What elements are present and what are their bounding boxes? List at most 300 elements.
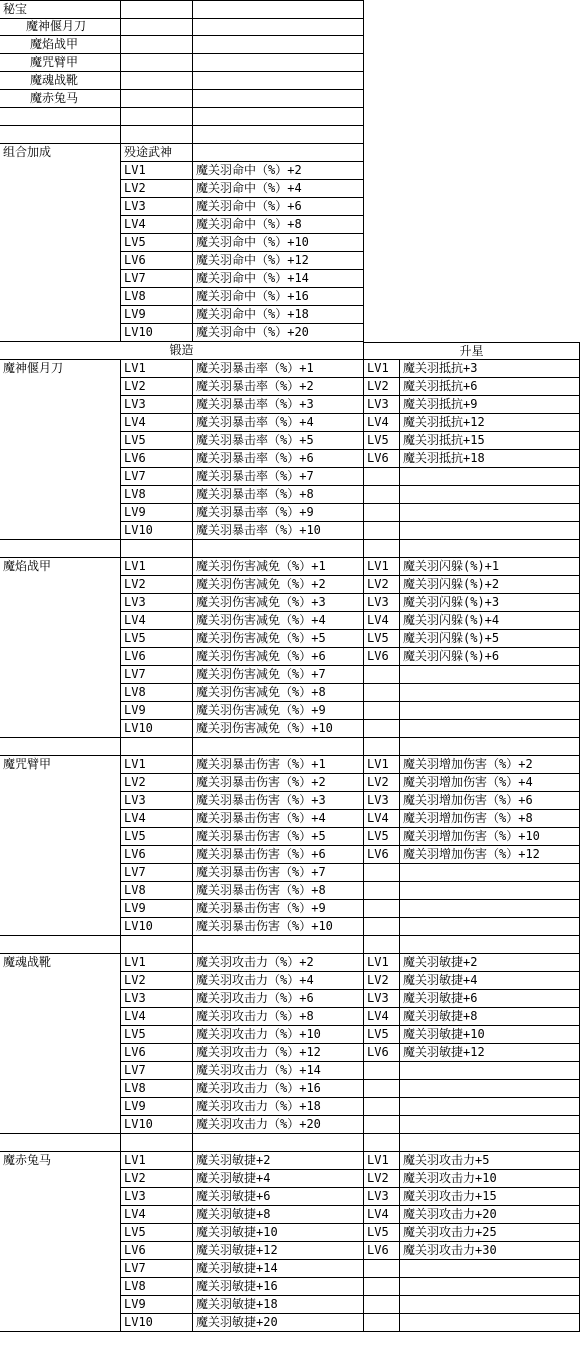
forge-level: LV6	[121, 1242, 193, 1260]
forge-level: LV9	[121, 1296, 193, 1314]
empty-cell	[364, 468, 400, 486]
forge-level: LV1	[121, 954, 193, 972]
forge-bonus: 魔关羽暴击伤害（%）+2	[193, 774, 364, 792]
forge-level: LV4	[121, 1008, 193, 1026]
combo-level-row	[0, 252, 580, 270]
equipment-name: 魔魂战靴	[0, 954, 121, 972]
star-bonus: 魔关羽抵抗+3	[400, 360, 580, 378]
forge-level: LV1	[121, 558, 193, 576]
star-level: LV3	[364, 1188, 400, 1206]
star-level: LV6	[364, 648, 400, 666]
empty-cell	[193, 738, 364, 756]
empty-cell	[0, 1062, 121, 1080]
forge-bonus: 魔关羽暴击伤害（%）+8	[193, 882, 364, 900]
empty-cell	[0, 270, 121, 288]
empty-cell	[0, 972, 121, 990]
empty-cell	[0, 324, 121, 342]
equipment-level-row	[0, 576, 580, 594]
empty-cell	[364, 684, 400, 702]
equipment-level-row	[0, 1098, 580, 1116]
empty-cell	[193, 144, 364, 162]
combo-level-row	[0, 234, 580, 252]
treasure-item-row	[0, 54, 580, 72]
combo-level: LV4	[121, 216, 193, 234]
empty-cell	[364, 882, 400, 900]
star-level: LV3	[364, 990, 400, 1008]
forge-level: LV2	[121, 774, 193, 792]
combo-level-row	[0, 162, 580, 180]
forge-level: LV6	[121, 846, 193, 864]
forge-level: LV10	[121, 1314, 193, 1332]
combo-level: LV7	[121, 270, 193, 288]
empty-cell	[0, 684, 121, 702]
combo-bonus: 魔关羽命中（%）+10	[193, 234, 364, 252]
forge-bonus: 魔关羽暴击率（%）+7	[193, 468, 364, 486]
equipment-level-row	[0, 1242, 580, 1260]
empty-cell	[121, 1134, 193, 1152]
forge-bonus: 魔关羽伤害减免（%）+3	[193, 594, 364, 612]
forge-level: LV1	[121, 756, 193, 774]
equipment-level-row	[0, 504, 580, 522]
empty-cell	[0, 486, 121, 504]
empty-cell	[364, 1278, 400, 1296]
empty-cell	[0, 1170, 121, 1188]
empty-cell	[0, 1242, 121, 1260]
combo-level: LV5	[121, 234, 193, 252]
equipment-level-row	[0, 972, 580, 990]
empty-cell	[0, 648, 121, 666]
equipment-level-row	[0, 1314, 580, 1332]
forge-bonus: 魔关羽攻击力（%）+2	[193, 954, 364, 972]
forge-bonus: 魔关羽敏捷+4	[193, 1170, 364, 1188]
forge-level: LV2	[121, 576, 193, 594]
equipment-level-row	[0, 558, 580, 576]
empty-cell	[121, 18, 193, 36]
forge-level: LV3	[121, 594, 193, 612]
forge-bonus: 魔关羽暴击伤害（%）+5	[193, 828, 364, 846]
combo-level: LV2	[121, 180, 193, 198]
empty-cell	[0, 720, 121, 738]
star-bonus: 魔关羽增加伤害（%）+4	[400, 774, 580, 792]
treasure-item-row	[0, 18, 580, 36]
combo-level-row	[0, 180, 580, 198]
blank-row	[0, 108, 580, 126]
star-bonus: 魔关羽增加伤害（%）+12	[400, 846, 580, 864]
equipment-level-row	[0, 900, 580, 918]
empty-cell	[0, 468, 121, 486]
forge-level: LV8	[121, 486, 193, 504]
empty-cell	[364, 1098, 400, 1116]
empty-cell	[0, 594, 121, 612]
equipment-level-row	[0, 954, 580, 972]
forge-bonus: 魔关羽敏捷+16	[193, 1278, 364, 1296]
combo-level-row	[0, 324, 580, 342]
forge-bonus: 魔关羽敏捷+8	[193, 1206, 364, 1224]
forge-bonus: 魔关羽敏捷+2	[193, 1152, 364, 1170]
star-level: LV2	[364, 576, 400, 594]
forge-bonus: 魔关羽伤害减免（%）+5	[193, 630, 364, 648]
star-level: LV6	[364, 450, 400, 468]
forge-level: LV7	[121, 666, 193, 684]
empty-cell	[400, 882, 580, 900]
forge-level: LV4	[121, 810, 193, 828]
combo-bonus: 魔关羽命中（%）+14	[193, 270, 364, 288]
equipment-level-row	[0, 1188, 580, 1206]
forge-level: LV3	[121, 792, 193, 810]
treasure-item: 魔焰战甲	[0, 36, 121, 54]
combo-bonus: 魔关羽命中（%）+16	[193, 288, 364, 306]
empty-cell	[0, 1026, 121, 1044]
empty-cell	[364, 522, 400, 540]
empty-cell	[0, 1206, 121, 1224]
empty-cell	[0, 252, 121, 270]
treasure-item-row	[0, 72, 580, 90]
forge-level: LV8	[121, 1278, 193, 1296]
empty-cell	[0, 864, 121, 882]
empty-cell	[0, 414, 121, 432]
empty-cell	[364, 666, 400, 684]
empty-cell	[0, 612, 121, 630]
empty-cell	[0, 702, 121, 720]
equipment-level-row	[0, 1008, 580, 1026]
empty-cell	[0, 450, 121, 468]
forge-level: LV10	[121, 522, 193, 540]
treasure-title-row	[0, 0, 580, 18]
forge-level: LV2	[121, 972, 193, 990]
combo-level: LV8	[121, 288, 193, 306]
empty-cell	[364, 864, 400, 882]
blank-row	[0, 936, 580, 954]
empty-cell	[0, 882, 121, 900]
star-level: LV2	[364, 1170, 400, 1188]
equipment-level-row	[0, 1224, 580, 1242]
forge-bonus: 魔关羽暴击伤害（%）+6	[193, 846, 364, 864]
star-level: LV2	[364, 378, 400, 396]
treasure-item-row	[0, 36, 580, 54]
empty-cell	[364, 1080, 400, 1098]
equipment-level-row	[0, 1026, 580, 1044]
star-bonus: 魔关羽攻击力+20	[400, 1206, 580, 1224]
equipment-level-row	[0, 990, 580, 1008]
forge-level: LV4	[121, 1206, 193, 1224]
equipment-level-row	[0, 630, 580, 648]
star-level: LV5	[364, 1224, 400, 1242]
empty-cell	[193, 36, 364, 54]
empty-cell	[400, 684, 580, 702]
star-level: LV2	[364, 972, 400, 990]
combo-bonus: 魔关羽命中（%）+12	[193, 252, 364, 270]
equipment-level-row	[0, 594, 580, 612]
combo-level: LV10	[121, 324, 193, 342]
star-bonus: 魔关羽闪躲(%)+5	[400, 630, 580, 648]
equipment-name: 魔神偃月刀	[0, 360, 121, 378]
treasure-item: 魔魂战靴	[0, 72, 121, 90]
star-level: LV4	[364, 612, 400, 630]
forge-bonus: 魔关羽暴击率（%）+8	[193, 486, 364, 504]
forge-bonus: 魔关羽暴击伤害（%）+10	[193, 918, 364, 936]
empty-cell	[400, 1278, 580, 1296]
forge-level: LV5	[121, 630, 193, 648]
forge-bonus: 魔关羽敏捷+12	[193, 1242, 364, 1260]
empty-cell	[400, 504, 580, 522]
empty-cell	[193, 936, 364, 954]
star-bonus: 魔关羽增加伤害（%）+2	[400, 756, 580, 774]
empty-cell	[193, 108, 364, 126]
forge-level: LV9	[121, 1098, 193, 1116]
empty-cell	[0, 792, 121, 810]
forge-bonus: 魔关羽攻击力（%）+8	[193, 1008, 364, 1026]
forge-bonus: 魔关羽暴击伤害（%）+3	[193, 792, 364, 810]
star-bonus: 魔关羽敏捷+10	[400, 1026, 580, 1044]
star-bonus: 魔关羽增加伤害（%）+10	[400, 828, 580, 846]
equipment-level-row	[0, 396, 580, 414]
empty-cell	[364, 900, 400, 918]
equipment-level-row	[0, 432, 580, 450]
empty-cell	[0, 810, 121, 828]
star-level: LV1	[364, 756, 400, 774]
forge-bonus: 魔关羽暴击率（%）+6	[193, 450, 364, 468]
forge-bonus: 魔关羽攻击力（%）+12	[193, 1044, 364, 1062]
forge-bonus: 魔关羽暴击伤害（%）+9	[193, 900, 364, 918]
empty-cell	[400, 468, 580, 486]
star-level: LV6	[364, 846, 400, 864]
combo-bonus: 魔关羽命中（%）+2	[193, 162, 364, 180]
forge-level: LV3	[121, 396, 193, 414]
empty-cell	[0, 576, 121, 594]
equipment-level-row	[0, 882, 580, 900]
empty-cell	[0, 936, 121, 954]
empty-cell	[0, 1080, 121, 1098]
star-bonus: 魔关羽闪躲(%)+3	[400, 594, 580, 612]
star-level: LV4	[364, 810, 400, 828]
forge-level: LV6	[121, 450, 193, 468]
forge-header: 锻造	[0, 342, 364, 360]
empty-cell	[0, 396, 121, 414]
empty-cell	[0, 1044, 121, 1062]
empty-cell	[121, 108, 193, 126]
equipment-level-row	[0, 1296, 580, 1314]
combo-level-row	[0, 270, 580, 288]
forge-star-header-row	[0, 342, 580, 360]
empty-cell	[400, 1314, 580, 1332]
empty-cell	[400, 1062, 580, 1080]
forge-level: LV7	[121, 468, 193, 486]
star-level: LV4	[364, 1008, 400, 1026]
star-bonus: 魔关羽敏捷+8	[400, 1008, 580, 1026]
empty-cell	[0, 216, 121, 234]
empty-cell	[0, 828, 121, 846]
forge-level: LV10	[121, 720, 193, 738]
forge-level: LV3	[121, 990, 193, 1008]
empty-cell	[193, 540, 364, 558]
equipment-level-row	[0, 756, 580, 774]
forge-level: LV7	[121, 1062, 193, 1080]
empty-cell	[193, 0, 364, 19]
empty-cell	[0, 1224, 121, 1242]
equipment-level-row	[0, 792, 580, 810]
forge-level: LV4	[121, 414, 193, 432]
star-level: LV4	[364, 1206, 400, 1224]
equipment-level-row	[0, 846, 580, 864]
empty-cell	[121, 738, 193, 756]
equipment-level-row	[0, 702, 580, 720]
combo-bonus: 魔关羽命中（%）+18	[193, 306, 364, 324]
treasure-item: 魔赤兔马	[0, 90, 121, 108]
equipment-level-row	[0, 666, 580, 684]
forge-level: LV5	[121, 1026, 193, 1044]
star-level: LV5	[364, 828, 400, 846]
star-bonus: 魔关羽敏捷+4	[400, 972, 580, 990]
combo-level-row	[0, 306, 580, 324]
treasure-item: 魔神偃月刀	[0, 18, 121, 36]
star-bonus: 魔关羽敏捷+6	[400, 990, 580, 1008]
empty-cell	[0, 1278, 121, 1296]
forge-bonus: 魔关羽攻击力（%）+10	[193, 1026, 364, 1044]
star-level: LV1	[364, 954, 400, 972]
star-level: LV1	[364, 1152, 400, 1170]
empty-cell	[0, 846, 121, 864]
star-level: LV4	[364, 414, 400, 432]
blank-row	[0, 738, 580, 756]
equipment-level-row	[0, 1116, 580, 1134]
treasure-item-row	[0, 90, 580, 108]
equipment-name: 魔赤兔马	[0, 1152, 121, 1170]
forge-bonus: 魔关羽伤害减免（%）+9	[193, 702, 364, 720]
empty-cell	[0, 288, 121, 306]
empty-cell	[364, 1314, 400, 1332]
empty-cell	[364, 702, 400, 720]
empty-cell	[364, 1260, 400, 1278]
empty-cell	[121, 36, 193, 54]
combo-bonus: 魔关羽命中（%）+4	[193, 180, 364, 198]
star-level: LV1	[364, 558, 400, 576]
empty-cell	[0, 180, 121, 198]
empty-cell	[0, 900, 121, 918]
forge-bonus: 魔关羽暴击率（%）+9	[193, 504, 364, 522]
empty-cell	[0, 432, 121, 450]
empty-cell	[400, 522, 580, 540]
equipment-name: 魔咒臂甲	[0, 756, 121, 774]
forge-bonus: 魔关羽敏捷+18	[193, 1296, 364, 1314]
forge-level: LV6	[121, 1044, 193, 1062]
forge-bonus: 魔关羽暴击伤害（%）+1	[193, 756, 364, 774]
empty-cell	[364, 720, 400, 738]
empty-cell	[364, 1062, 400, 1080]
treasure-item: 魔咒臂甲	[0, 54, 121, 72]
forge-bonus: 魔关羽伤害减免（%）+7	[193, 666, 364, 684]
treasure-title: 秘宝	[0, 0, 121, 19]
empty-cell	[364, 1134, 400, 1152]
star-header: 升星	[364, 342, 580, 360]
empty-cell	[121, 126, 193, 144]
equipment-level-row	[0, 918, 580, 936]
forge-level: LV7	[121, 1260, 193, 1278]
equipment-level-row	[0, 1044, 580, 1062]
forge-level: LV7	[121, 864, 193, 882]
forge-level: LV8	[121, 1080, 193, 1098]
equipment-level-row	[0, 684, 580, 702]
equipment-level-row	[0, 1260, 580, 1278]
forge-bonus: 魔关羽敏捷+20	[193, 1314, 364, 1332]
star-level: LV2	[364, 774, 400, 792]
empty-cell	[400, 1098, 580, 1116]
empty-cell	[193, 18, 364, 36]
star-level: LV5	[364, 1026, 400, 1044]
empty-cell	[193, 72, 364, 90]
blank-row	[0, 126, 580, 144]
combo-level: LV6	[121, 252, 193, 270]
forge-bonus: 魔关羽伤害减免（%）+6	[193, 648, 364, 666]
combo-level: LV1	[121, 162, 193, 180]
forge-bonus: 魔关羽暴击率（%）+2	[193, 378, 364, 396]
star-bonus: 魔关羽抵抗+12	[400, 414, 580, 432]
equipment-level-row	[0, 522, 580, 540]
empty-cell	[0, 1134, 121, 1152]
equipment-level-row	[0, 864, 580, 882]
star-bonus: 魔关羽敏捷+12	[400, 1044, 580, 1062]
forge-level: LV1	[121, 360, 193, 378]
empty-cell	[400, 540, 580, 558]
empty-cell	[364, 738, 400, 756]
equipment-level-row	[0, 414, 580, 432]
empty-cell	[0, 1314, 121, 1332]
empty-cell	[0, 738, 121, 756]
empty-cell	[0, 108, 121, 126]
forge-bonus: 魔关羽伤害减免（%）+4	[193, 612, 364, 630]
forge-level: LV8	[121, 684, 193, 702]
combo-name: 殁途武神	[121, 144, 193, 162]
forge-level: LV5	[121, 828, 193, 846]
star-bonus: 魔关羽闪躲(%)+2	[400, 576, 580, 594]
equipment-level-row	[0, 1206, 580, 1224]
equipment-level-row	[0, 360, 580, 378]
star-bonus: 魔关羽敏捷+2	[400, 954, 580, 972]
empty-cell	[0, 666, 121, 684]
forge-level: LV2	[121, 1170, 193, 1188]
equipment-level-row	[0, 1278, 580, 1296]
forge-bonus: 魔关羽敏捷+14	[193, 1260, 364, 1278]
star-bonus: 魔关羽抵抗+6	[400, 378, 580, 396]
empty-cell	[400, 720, 580, 738]
combo-level: LV3	[121, 198, 193, 216]
empty-cell	[400, 1134, 580, 1152]
empty-cell	[121, 936, 193, 954]
star-bonus: 魔关羽攻击力+15	[400, 1188, 580, 1206]
star-level: LV5	[364, 630, 400, 648]
forge-level: LV5	[121, 432, 193, 450]
equipment-level-row	[0, 810, 580, 828]
forge-bonus: 魔关羽暴击率（%）+5	[193, 432, 364, 450]
equipment-level-row	[0, 1062, 580, 1080]
blank-row	[0, 1134, 580, 1152]
empty-cell	[0, 1116, 121, 1134]
empty-cell	[193, 54, 364, 72]
forge-level: LV2	[121, 378, 193, 396]
star-bonus: 魔关羽攻击力+5	[400, 1152, 580, 1170]
empty-cell	[0, 162, 121, 180]
blank-row	[0, 540, 580, 558]
empty-cell	[0, 1296, 121, 1314]
empty-cell	[400, 1080, 580, 1098]
empty-cell	[400, 738, 580, 756]
forge-level: LV8	[121, 882, 193, 900]
forge-bonus: 魔关羽敏捷+10	[193, 1224, 364, 1242]
star-level: LV6	[364, 1044, 400, 1062]
forge-bonus: 魔关羽敏捷+6	[193, 1188, 364, 1206]
forge-bonus: 魔关羽攻击力（%）+6	[193, 990, 364, 1008]
empty-cell	[193, 90, 364, 108]
empty-cell	[0, 1008, 121, 1026]
